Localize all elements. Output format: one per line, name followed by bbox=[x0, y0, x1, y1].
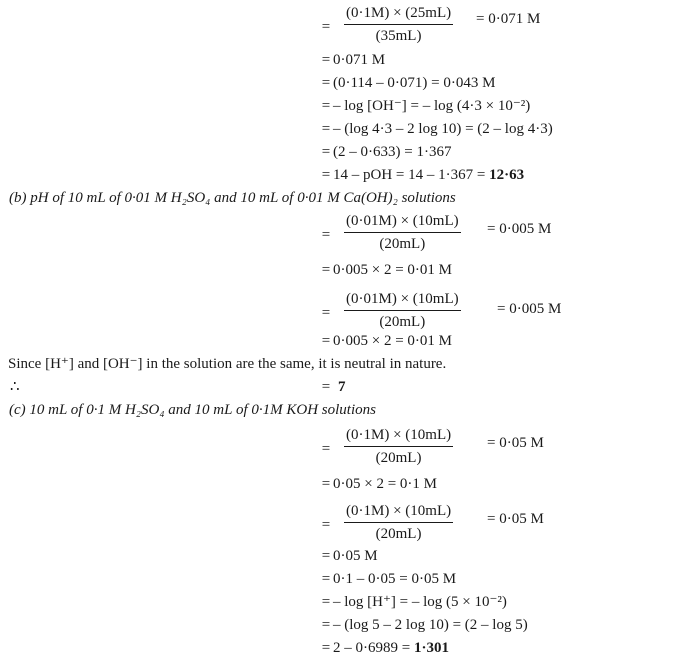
c-h2so4-fraction: $\frac{(0\cdot 1M) \times (10mL)}{(20mL)}$ bbox=[346, 427, 452, 466]
c-koh-fraction: $\frac{(0\cdot 1M) \times (10mL)}{(20mL)}$ bbox=[346, 503, 452, 542]
b-heading: (b) pH of 10 mL of 0·01 M H₂SO₄ and 10 mL of 0·01 M Ca(OH)₂ solutions bbox=[9, 190, 456, 206]
therefore-symbol: ∴ bbox=[10, 379, 20, 395]
solution-page: = $\frac{(0\cdot 1M) \times (25mL)}{(35mL)}$ = 0·071 M = 0·071 M = (0·114 – 0·071) = 0·043 M = – log [OH⁻] = – log (4·3 × 10⁻²) = – (log 4·3 – 2 log 10) = (2 – log 4·3) = (2 – 0·633) = 1·367 = 14 – pOH = 14 – 1·367 = 12·63 (b) pH of 10 mL of 0·01 M H₂SO₄ and 10 mL of 0·01 M Ca(OH)₂ solutions = $\frac{(0\cdot 01M) \times (10mL)}{(20mL)}$ = 0·005 M = 0·005 × 2 = 0·01 M = $\frac{(0\cdot 01M) \times (10mL)}{(20mL)}$ = 0·005 M = 0·005 × 2 = 0·01 M Since [H⁺] and [OH⁻] in the solution are the same, it is neutral in nature. ∴ = 7 (c) 10 mL of 0·1 M H₂SO₄ and 10 mL of 0·1M KOH solutions = $\frac{(0\cdot 1M) \times (10mL)}{(20mL)}$ = 0·05 M = 0·05 × 2 = 0·1 M = $\frac{(0\cdot 1M) \times (10mL)}{(20mL)}$ = 0·05 M = 0·05 M = 0·1 – 0·05 = 0·05 M = – log [H⁺] = – log (5 × 10⁻²) = – (log 5 – 2 log 10) = (2 – log 5) = 2 – 0·6989 = 1·301 bbox=[8, 5, 562, 656]
b-neutral-statement: Since [H⁺] and [OH⁻] in the solution are the same, it is neutral in nature. bbox=[8, 356, 447, 372]
c-ph-answer: 1·301 bbox=[413, 640, 449, 656]
a-hcl-fraction: $\frac{(0\cdot 1M) \times (25mL)}{(35mL)}$ bbox=[346, 5, 452, 44]
b-ph-answer: 7 bbox=[338, 379, 346, 395]
c-heading: (c) 10 mL of 0·1 M H₂SO₄ and 10 mL of 0·1M KOH solutions bbox=[9, 402, 376, 418]
b-h2so4-fraction: $\frac{(0\cdot 01M) \times (10mL)}{(20mL)}$ bbox=[346, 213, 459, 252]
b-caoh2-fraction: $\frac{(0\cdot 01M) \times (10mL)}{(20mL)}$ bbox=[346, 291, 459, 330]
a-ph-answer: 12·63 bbox=[489, 167, 525, 183]
